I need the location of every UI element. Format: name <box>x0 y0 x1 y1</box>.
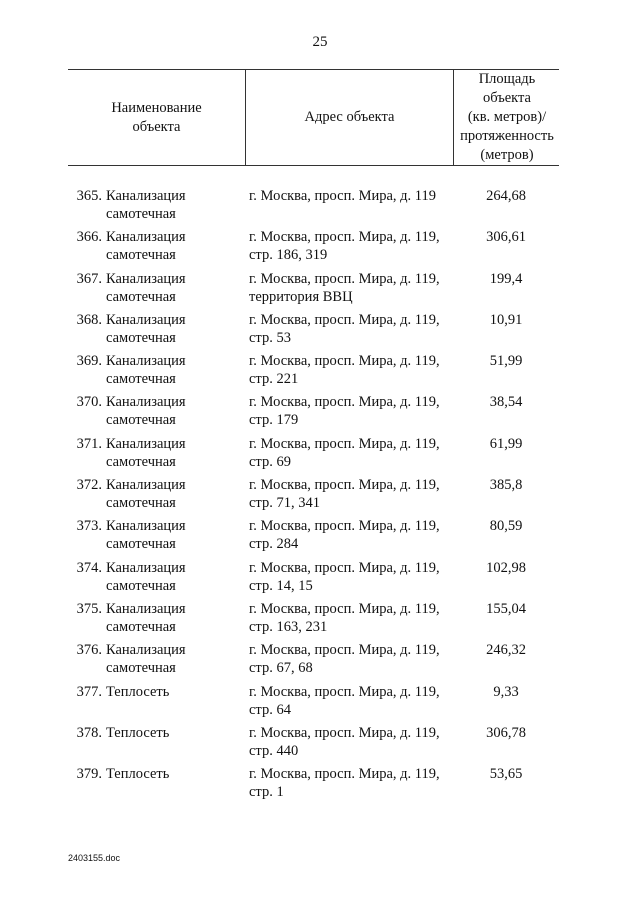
row-object-name: Канализация самотечная <box>106 600 186 635</box>
table-row <box>0 683 640 724</box>
table-row <box>0 435 640 476</box>
row-area: 10,91 <box>489 311 523 328</box>
row-address: г. Москва, просп. Мира, д. 119 <box>249 188 437 204</box>
row-area: 385,8 <box>489 477 523 494</box>
row-area: 246,32 <box>486 642 526 659</box>
table-header <box>68 69 559 166</box>
table-row <box>0 600 640 641</box>
row-area: 155,04 <box>486 600 526 617</box>
table-row <box>0 393 640 434</box>
row-address: г. Москва, просп. Мира, д. 119, стр. 64 <box>249 683 440 718</box>
row-number: 371. <box>76 435 102 452</box>
row-object-name: Теплосеть <box>106 724 170 741</box>
row-area: 9,33 <box>493 683 519 700</box>
row-number: 372. <box>76 477 102 494</box>
row-address: г. Москва, просп. Мира, д. 119, стр. 1 <box>249 766 440 801</box>
row-area: 38,54 <box>489 394 523 411</box>
row-area: 80,59 <box>489 518 523 535</box>
table-row <box>0 187 640 228</box>
row-object-name: Канализация самотечная <box>106 518 186 553</box>
row-object-name: Канализация самотечная <box>106 188 186 222</box>
row-area: 102,98 <box>486 559 526 576</box>
table-row <box>0 476 640 517</box>
row-address: г. Москва, просп. Мира, д. 119, стр. 440 <box>249 724 440 759</box>
footer-file-ref: 2403155.doc <box>68 853 121 863</box>
row-object-name: Теплосеть <box>106 683 170 700</box>
row-address: г. Москва, просп. Мира, д. 119, территория ВВЦ <box>249 270 440 305</box>
row-address: г. Москва, просп. Мира, д. 119, стр. 71, 341 <box>249 477 440 512</box>
row-number: 379. <box>76 766 102 783</box>
row-number: 376. <box>76 642 102 659</box>
row-area: 51,99 <box>489 353 523 370</box>
table-row <box>0 228 640 269</box>
row-object-name: Канализация самотечная <box>106 477 186 512</box>
row-area: 264,68 <box>486 188 526 204</box>
row-number: 365. <box>76 188 102 204</box>
row-area: 53,65 <box>489 766 523 783</box>
row-number: 369. <box>76 353 102 370</box>
row-number: 370. <box>76 394 102 411</box>
row-object-name: Канализация самотечная <box>106 435 186 470</box>
table-row <box>0 724 640 765</box>
row-object-name: Канализация самотечная <box>106 353 186 388</box>
row-object-name: Канализация самотечная <box>106 559 186 594</box>
row-address: г. Москва, просп. Мира, д. 119, стр. 14, 15 <box>249 559 440 594</box>
row-area: 199,4 <box>489 270 523 287</box>
row-number: 377. <box>76 683 102 700</box>
row-address: г. Москва, просп. Мира, д. 119, стр. 179 <box>249 394 440 429</box>
row-area: 306,78 <box>486 724 526 741</box>
header-address: Адрес объекта <box>245 70 453 165</box>
row-address: г. Москва, просп. Мира, д. 119, стр. 284 <box>249 518 440 553</box>
table-row <box>0 517 640 558</box>
table-row <box>0 311 640 352</box>
row-object-name: Канализация самотечная <box>106 642 186 677</box>
row-address: г. Москва, просп. Мира, д. 119, стр. 221 <box>249 353 440 388</box>
row-number: 378. <box>76 724 102 741</box>
table-row <box>0 352 640 393</box>
table-row <box>0 559 640 600</box>
row-object-name: Канализация самотечная <box>106 311 186 346</box>
row-object-name: Теплосеть <box>106 766 170 783</box>
row-number: 373. <box>76 518 102 535</box>
row-number: 375. <box>76 600 102 617</box>
table-row <box>0 765 640 806</box>
row-address: г. Москва, просп. Мира, д. 119, стр. 69 <box>249 435 440 470</box>
header-area: Площадь объекта (кв. метров)/ протяженность (метров) <box>453 70 560 165</box>
row-number: 368. <box>76 311 102 328</box>
table-body <box>0 187 640 806</box>
row-area: 306,61 <box>486 229 526 246</box>
row-object-name: Канализация самотечная <box>106 270 186 305</box>
row-area: 61,99 <box>489 435 523 452</box>
row-address: г. Москва, просп. Мира, д. 119, стр. 163, 231 <box>249 600 440 635</box>
row-object-name: Канализация самотечная <box>106 394 186 429</box>
row-number: 374. <box>76 559 102 576</box>
row-number: 366. <box>76 229 102 246</box>
row-address: г. Москва, просп. Мира, д. 119, стр. 186, 319 <box>249 229 440 264</box>
header-name: Наименование объекта <box>111 99 202 135</box>
page-number: 25 <box>312 34 328 50</box>
row-object-name: Канализация самотечная <box>106 229 186 264</box>
table-row <box>0 641 640 682</box>
table-row <box>0 270 640 311</box>
row-number: 367. <box>76 270 102 287</box>
row-address: г. Москва, просп. Мира, д. 119, стр. 53 <box>249 311 440 346</box>
row-address: г. Москва, просп. Мира, д. 119, стр. 67, 68 <box>249 642 440 677</box>
